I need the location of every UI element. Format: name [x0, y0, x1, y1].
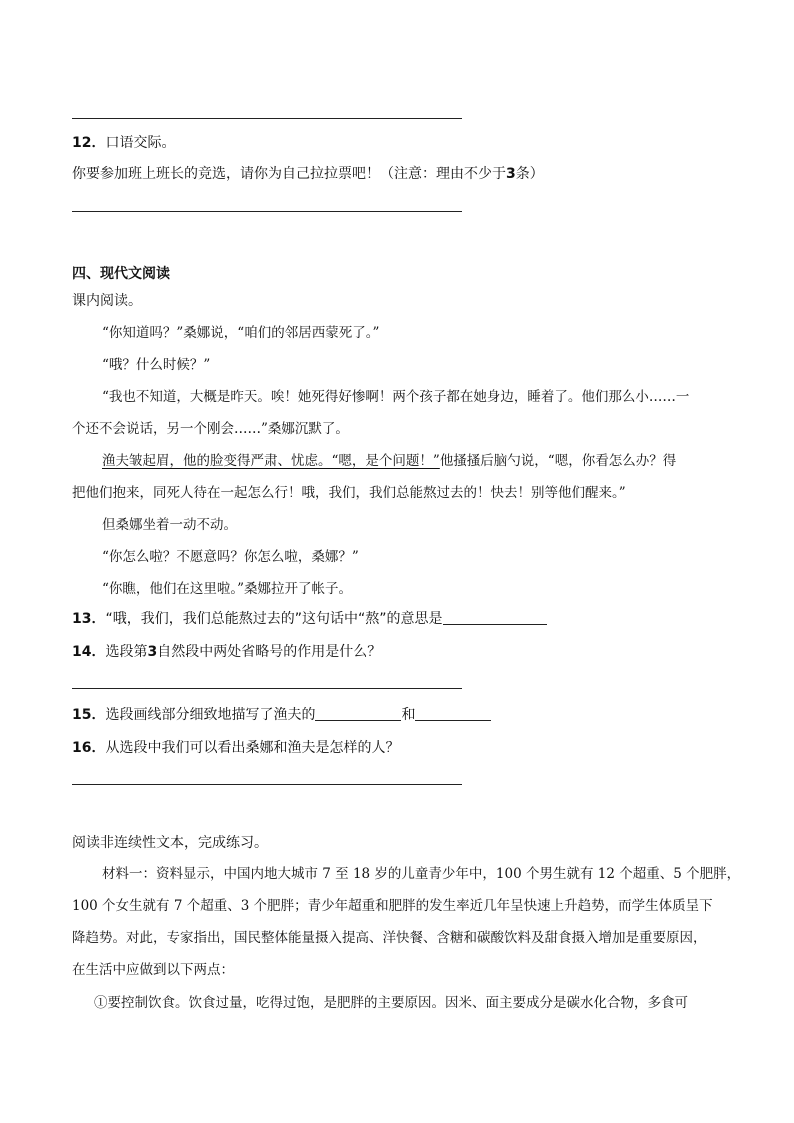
question-12: [72, 133, 175, 153]
question-15: [72, 705, 491, 725]
passage-paragraph: “你怎么啦？不愿意吗？你怎么啦，桑娜？”: [102, 549, 359, 565]
question-13: [72, 609, 547, 629]
section-heading: 四、现代文阅读: [72, 266, 170, 282]
passage-paragraph-cont: 个还不会说话，另一个刚会……”桑娜沉默了。: [72, 421, 349, 437]
passage-paragraph: “我也不知道，大概是昨天。唉！她死得好惨啊！两个孩子都在她身边，睡着了。他们那么小……一: [102, 389, 690, 405]
answer-line[interactable]: [72, 784, 462, 785]
prompt-suffix: 条）: [515, 166, 544, 182]
question-number: 12．: [72, 135, 106, 151]
prompt-count: 3: [506, 166, 516, 182]
passage-paragraph: “你知道吗？”桑娜说，“咱们的邻居西蒙死了。”: [102, 325, 380, 341]
material-paragraph: ①要控制饮食。饮食过量，吃得过饱，是肥胖的主要原因。因米、面主要成分是碳水化合物，多食可: [94, 995, 688, 1011]
reading-intro: 阅读非连续性文本，完成练习。: [72, 835, 268, 851]
question-text: 选段第: [105, 644, 148, 660]
paragraph-rest: 他搔搔后脑勺说，“嗯，你看怎么办？得: [439, 453, 677, 469]
question-text-number: 3: [147, 644, 158, 660]
question-number: 15．: [72, 707, 106, 723]
question-text: “哦，我们，我们总能熬过去的”这句话中“熬”的意思是: [105, 611, 443, 627]
question-12-prompt: [72, 164, 544, 184]
underlined-sentence: 渔夫皱起眉，他的脸变得严肃、忧虑。“嗯，是个问题！”: [102, 453, 440, 469]
question-text: 从选段中我们可以看出桑娜和渔夫是怎样的人？: [105, 740, 400, 756]
question-text: 选段画线部分细致地描写了渔夫的: [105, 707, 316, 723]
question-number: 14．: [72, 644, 106, 660]
answer-line[interactable]: [72, 211, 462, 212]
passage-paragraph: “哦？什么时候？”: [102, 357, 211, 373]
passage-paragraph: “你瞧，他们在这里啦。”桑娜拉开了帐子。: [102, 581, 353, 597]
question-title: 口语交际。: [105, 135, 176, 151]
material-paragraph-cont: 降趋势。对此，专家指出，国民整体能量摄入提高、洋快餐、含糖和碳酸饮料及甜食摄入增加是重要原因，: [72, 930, 707, 946]
passage-paragraph: [102, 451, 676, 471]
passage-paragraph: 但桑娜坐着一动不动。: [102, 517, 237, 533]
passage-paragraph-cont: 把他们抱来，同死人待在一起怎么行！哦，我们，我们总能熬过去的！快去！别等他们醒来。”: [72, 485, 626, 501]
material-paragraph-cont: 在生活中应做到以下两点：: [72, 962, 234, 978]
question-text: 自然段中两处省略号的作用是什么？: [157, 644, 382, 660]
material-paragraph: 材料一：资料显示，中国内地大城市 7 至 18 岁的儿童青少年中，100 个男生就有 12 个超重、5 个肥胖，: [102, 866, 741, 882]
prompt-text: 你要参加班上班长的竞选，请你为自己拉拉票吧！（注意：理由不少于: [72, 166, 506, 182]
answer-line[interactable]: [72, 688, 462, 689]
question-number: 13．: [72, 611, 106, 627]
answer-blank[interactable]: [315, 706, 401, 721]
answer-blank[interactable]: [415, 706, 491, 721]
question-16: [72, 738, 399, 758]
material-paragraph-cont: 100 个女生就有 7 个超重、3 个肥胖；青少年超重和肥胖的发生率近几年呈快速上升趋势，而学生体质呈下: [72, 898, 713, 914]
answer-blank[interactable]: [443, 610, 547, 625]
answer-line[interactable]: [72, 118, 462, 119]
question-14: [72, 642, 381, 662]
question-number: 16．: [72, 740, 106, 756]
section-subheading: 课内阅读。: [72, 293, 142, 309]
question-joiner: 和: [401, 707, 416, 723]
